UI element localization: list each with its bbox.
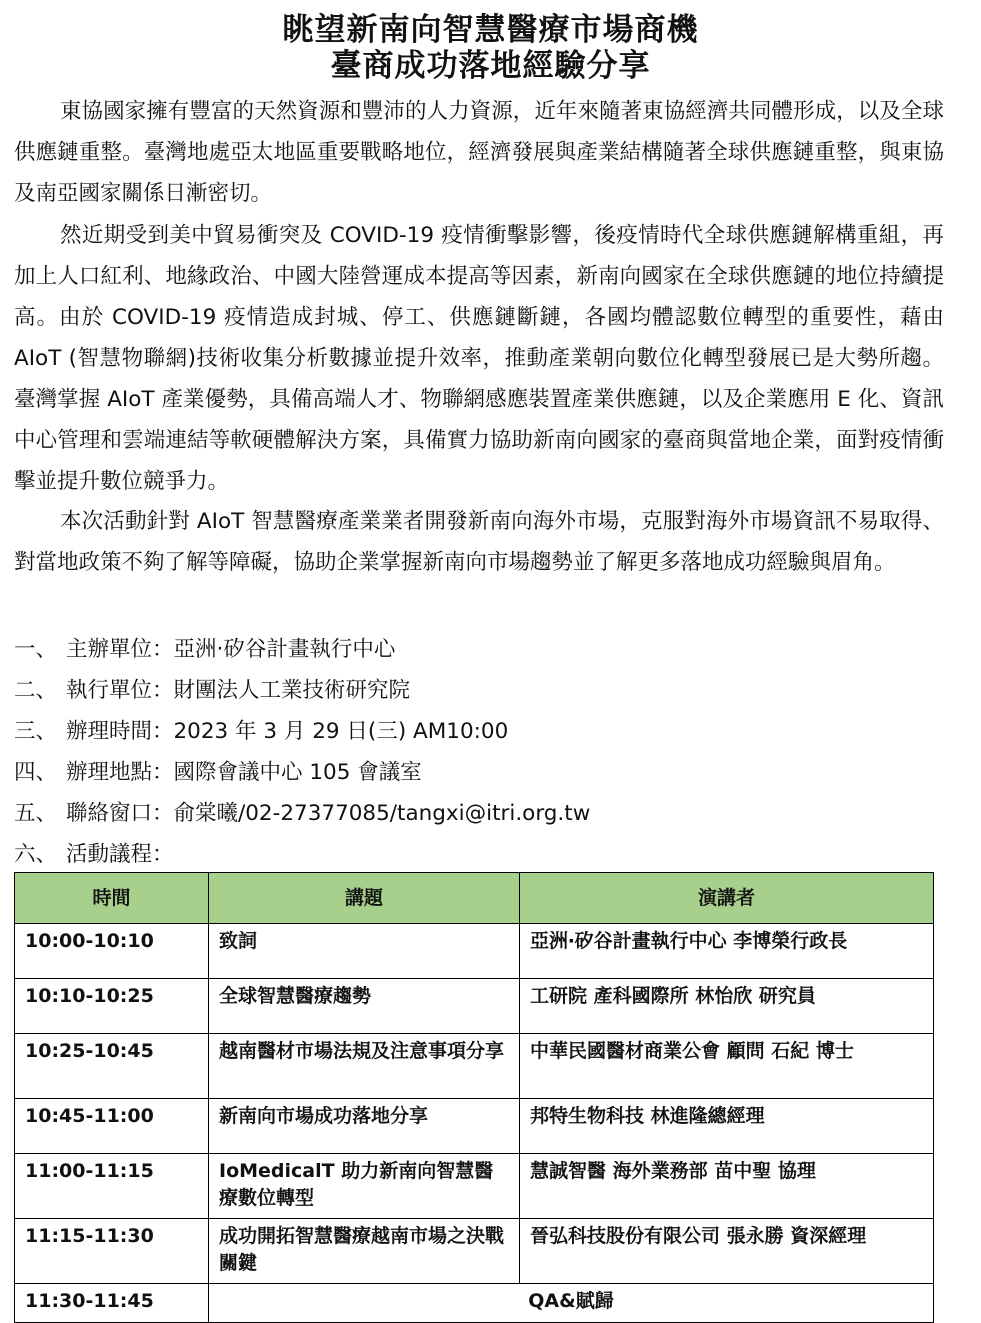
info-text: 辦理地點：國際會議中心 105 會議室 <box>66 760 422 785</box>
cell-time: 10:45-11:00 <box>15 1099 209 1154</box>
table-row <box>15 1284 934 1323</box>
table-row <box>15 1219 934 1284</box>
info-executor <box>14 670 964 711</box>
intro-paragraph-2: 然近期受到美中貿易衝突及 COVID-19 疫情衝擊影響，後疫情時代全球供應鏈解構重組，再加上人口紅利、地緣政治、中國大陸營運成本提高等因素，新南向國家在全球供應鏈的地位持續提高。由於 COVID-19 疫情造成封城、停工、供應鏈斷鏈，各國均體認數位轉型的重要性，藉由 AIoT (智慧物聯網)技術收集分析數據並提升效率，推動產業朝向數位化轉型發展已是大勢所趨。臺灣掌握 AIoT 產業優勢，具備高端人才、物聯網感應裝置產業供應鏈，以及企業應用 E 化、資訊中心管理和雲端連結等軟硬體解決方案，具備實力協助新南向國家的臺商與當地企業，面對疫情衝擊並提升數位競爭力。 <box>14 223 944 494</box>
info-number: 三、 <box>14 719 58 744</box>
info-location <box>14 752 964 793</box>
info-text: 辦理時間：2023 年 3 月 29 日(三) AM10:00 <box>66 719 509 744</box>
cell-time: 11:30-11:45 <box>15 1284 209 1323</box>
cell-time: 10:00-10:10 <box>15 924 209 979</box>
cell-topic: IoMedicalT 助力新南向智慧醫療數位轉型 <box>209 1154 520 1219</box>
cell-speaker: 中華民國醫材商業公會 顧問 石紀 博士 <box>520 1034 934 1099</box>
cell-speaker: 亞洲‧矽谷計畫執行中心 李博榮行政長 <box>520 924 934 979</box>
agenda-header-row <box>15 873 934 924</box>
table-row <box>15 979 934 1034</box>
info-text: 活動議程： <box>66 842 174 867</box>
info-text: 聯絡窗口：俞棠曦/02-27377085/tangxi@itri.org.tw <box>66 801 591 826</box>
info-number: 四、 <box>14 760 58 785</box>
table-row <box>15 924 934 979</box>
header-speaker: 演講者 <box>520 873 934 924</box>
info-contact <box>14 793 964 834</box>
cell-topic: 新南向市場成功落地分享 <box>209 1099 520 1154</box>
table-row <box>15 1034 934 1099</box>
document-title-line-2: 臺商成功落地經驗分享 <box>330 48 651 84</box>
info-number: 五、 <box>14 801 58 826</box>
table-row <box>15 1154 934 1219</box>
info-text: 主辦單位：亞洲‧矽谷計畫執行中心 <box>66 637 396 662</box>
cell-topic: 成功開拓智慧醫療越南市場之決戰關鍵 <box>209 1219 520 1284</box>
info-number: 二、 <box>14 678 58 703</box>
info-text: 執行單位：財團法人工業技術研究院 <box>66 678 411 703</box>
cell-time: 10:10-10:25 <box>15 979 209 1034</box>
cell-topic: 全球智慧醫療趨勢 <box>209 979 520 1034</box>
info-agenda-heading <box>14 834 964 875</box>
header-topic: 講題 <box>209 873 520 924</box>
header-time: 時間 <box>15 873 209 924</box>
intro-paragraph-3: 本次活動針對 AIoT 智慧醫療產業業者開發新南向海外市場，克服對海外市場資訊不易取得、對當地政策不夠了解等障礙，協助企業掌握新南向市場趨勢並了解更多落地成功經驗與眉角。 <box>14 509 944 575</box>
cell-topic: 越南醫材市場法規及注意事項分享 <box>209 1034 520 1099</box>
cell-speaker: 工研院 產科國際所 林怡欣 研究員 <box>520 979 934 1034</box>
cell-speaker: 慧誠智醫 海外業務部 苗中聖 協理 <box>520 1154 934 1219</box>
table-row <box>15 1099 934 1154</box>
cell-merged-qa: QA&賦歸 <box>209 1284 934 1323</box>
cell-time: 11:00-11:15 <box>15 1154 209 1219</box>
agenda-table <box>14 872 934 1323</box>
info-time <box>14 711 964 752</box>
document-title-line-1: 眺望新南向智慧醫療市場商機 <box>282 12 699 48</box>
info-organizer <box>14 629 964 670</box>
cell-speaker: 邦特生物科技 林進隆總經理 <box>520 1099 934 1154</box>
intro-paragraph-1: 東協國家擁有豐富的天然資源和豐沛的人力資源，近年來隨著東協經濟共同體形成，以及全球供應鏈重整。臺灣地處亞太地區重要戰略地位，經濟發展與產業結構隨著全球供應鏈重整，與東協及南亞國家關係日漸密切。 <box>14 99 944 206</box>
info-number: 六、 <box>14 842 58 867</box>
cell-topic: 致詞 <box>209 924 520 979</box>
cell-time: 10:25-10:45 <box>15 1034 209 1099</box>
info-number: 一、 <box>14 637 58 662</box>
cell-speaker: 晉弘科技股份有限公司 張永勝 資深經理 <box>520 1219 934 1284</box>
cell-time: 11:15-11:30 <box>15 1219 209 1284</box>
